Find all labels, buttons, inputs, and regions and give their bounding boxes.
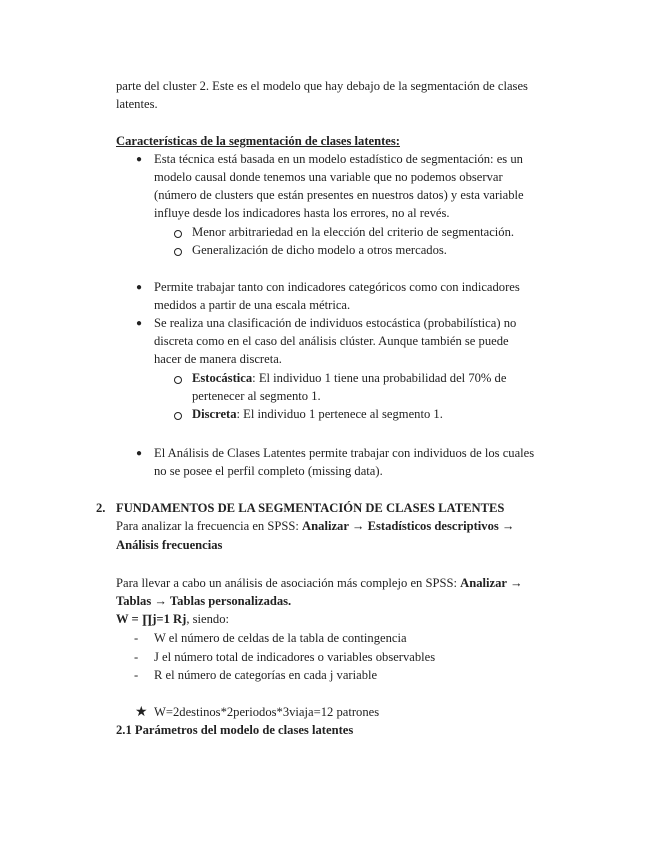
definition-item: W el número de celdas de la tabla de contingencia xyxy=(154,631,407,645)
bullet-3-line-2: discreta como en el caso del análisis clúster. Aunque también se puede xyxy=(154,334,509,348)
spss-frequency-line-2: Análisis frecuencias xyxy=(116,538,223,552)
star-bullet-icon: ★ xyxy=(135,705,148,720)
definition-item: J el número total de indicadores o variables observables xyxy=(154,650,436,664)
formula-line xyxy=(116,611,229,628)
spss-association-line-2: Tablas → Tablas personalizadas. xyxy=(116,594,292,608)
dash-bullet-icon: - xyxy=(134,650,139,664)
spss-frequency-text: Para analizar la frecuencia en SPSS: xyxy=(116,519,303,533)
circle-bullet-icon xyxy=(174,376,182,384)
circle-bullet-icon xyxy=(174,230,182,238)
formula: W = ∏j=1 Rj xyxy=(116,612,187,626)
dash-bullet-icon: - xyxy=(134,668,139,682)
bullet-3-sub-1-line-2: pertenecer al segmento 1. xyxy=(192,389,321,403)
bullet-icon: ● xyxy=(136,448,143,459)
spss-frequency-line-1 xyxy=(116,518,515,535)
intro-line-1: parte del cluster 2. Este es el modelo que hay debajo de la segmentación de clases xyxy=(116,79,528,93)
term-discreta: Discreta xyxy=(192,407,237,421)
bullet-icon: ● xyxy=(136,154,143,165)
bullet-1-line-3: (número de clusters que están presentes en nuestros datos) y esta variable xyxy=(154,188,524,202)
sub-2-text: : El individuo 1 pertenece al segmento 1. xyxy=(236,407,443,421)
spss-association-line-1 xyxy=(116,575,523,592)
bullet-2-line-1: Permite trabajar tanto con indicadores categóricos como con indicadores xyxy=(154,280,520,294)
intro-line-2: latentes. xyxy=(116,97,158,111)
section-number: 2. xyxy=(96,501,106,515)
bullet-1-sub-2: Generalización de dicho modelo a otros mercados. xyxy=(192,243,447,257)
bullet-icon: ● xyxy=(136,282,143,293)
spss-frequency-path: Analizar → Estadísticos descriptivos → xyxy=(302,519,515,533)
bullet-4-line-1: El Análisis de Clases Latentes permite trabajar con individuos de los cuales xyxy=(154,446,535,460)
bullet-3-sub-2 xyxy=(192,406,443,423)
subsection-title: 2.1 Parámetros del modelo de clases latentes xyxy=(116,723,354,737)
bullet-3-line-3: hacer de manera discreta. xyxy=(154,352,282,366)
bullet-1-line-2: modelo causal donde tenemos una variable que no podemos observar xyxy=(154,170,503,184)
circle-bullet-icon xyxy=(174,248,182,256)
circle-bullet-icon xyxy=(174,412,182,420)
features-heading: Características de la segmentación de clases latentes: xyxy=(116,134,400,148)
bullet-3-sub-1-line-1 xyxy=(192,370,506,387)
bullet-1-sub-1: Menor arbitrariedad en la elección del criterio de segmentación. xyxy=(192,225,515,239)
bullet-icon: ● xyxy=(136,318,143,329)
bullet-1-line-1: Esta técnica está basada en un modelo estadístico de segmentación: es un xyxy=(154,152,523,166)
spss-association-text: Para llevar a cabo un análisis de asociación más complejo en SPSS: xyxy=(116,576,461,590)
bullet-1-line-4: influye desde los indicadores hasta los errores, no al revés. xyxy=(154,206,450,220)
definition-item: R el número de categorías en cada j variable xyxy=(154,668,378,682)
dash-bullet-icon: - xyxy=(134,631,139,645)
example-calculation: W=2destinos*2periodos*3viaja=12 patrones xyxy=(154,705,380,719)
sub-1-text: : El individuo 1 tiene una probabilidad del 70% de xyxy=(252,371,507,385)
spss-association-path: Analizar → xyxy=(460,576,523,590)
bullet-2-line-2: medidos a partir de una escala métrica. xyxy=(154,298,351,312)
formula-rest: , siendo: xyxy=(186,612,229,626)
section-title: FUNDAMENTOS DE LA SEGMENTACIÓN DE CLASES LATENTES xyxy=(116,501,505,515)
bullet-4-line-2: no se posee el perfil completo (missing data). xyxy=(154,464,383,478)
term-estocastica: Estocástica xyxy=(192,371,253,385)
bullet-3-line-1: Se realiza una clasificación de individuos estocástica (probabilística) no xyxy=(154,316,517,330)
